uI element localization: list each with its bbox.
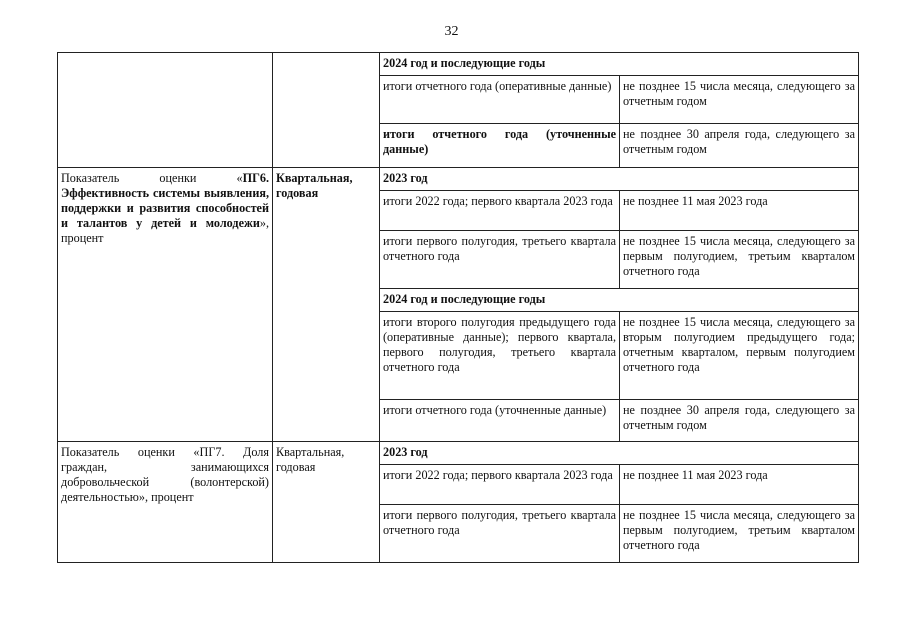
indicator-cell: Показатель оценки «ПГ7. Доля граждан, занимающихся добровольческой (волонтерской) деятельностью», процент	[58, 442, 273, 563]
deadline-cell: не позднее 15 числа месяца, следующего за отчетным годом	[620, 76, 859, 124]
reporting-period-cell: итоги второго полугодия предыдущего года (оперативные данные); первого квартала, первого полугодия, третьего квартала отчетного года	[380, 312, 620, 400]
period-header: 2023 год	[380, 168, 859, 191]
empty-frequency-cell	[273, 53, 380, 168]
frequency-cell: Квартальная, годовая	[273, 442, 380, 563]
reporting-period-cell: итоги отчетного года (уточненные данные)	[380, 124, 620, 168]
deadline-cell: не позднее 11 мая 2023 года	[620, 191, 859, 231]
indicator-suffix: », процент	[61, 216, 269, 245]
reporting-schedule-table	[57, 52, 859, 563]
period-header: 2023 год	[380, 442, 859, 465]
table-row	[58, 168, 859, 191]
table-row	[58, 53, 859, 76]
deadline-cell: не позднее 11 мая 2023 года	[620, 465, 859, 505]
indicator-prefix: Показатель оценки «	[61, 171, 243, 185]
deadline-cell: не позднее 15 числа месяца, следующего за первым полугодием, третьим кварталом отчетного года	[620, 505, 859, 563]
page-number: 32	[444, 24, 459, 39]
reporting-period-cell: итоги отчетного года (уточненные данные)	[380, 400, 620, 442]
indicator-cell	[58, 168, 273, 442]
frequency-cell: Квартальная, годовая	[273, 168, 380, 442]
period-header: 2024 год и последующие годы	[380, 53, 859, 76]
reporting-period-cell: итоги отчетного года (оперативные данные)	[380, 76, 620, 124]
reporting-period-cell: итоги первого полугодия, третьего квартала отчетного года	[380, 231, 620, 289]
deadline-cell: не позднее 30 апреля года, следующего за отчетным годом	[620, 124, 859, 168]
reporting-period-cell: итоги 2022 года; первого квартала 2023 года	[380, 465, 620, 505]
deadline-cell: не позднее 15 числа месяца, следующего за первым полугодием, третьим кварталом отчетного года	[620, 231, 859, 289]
empty-indicator-cell	[58, 53, 273, 168]
table-row	[58, 442, 859, 465]
reporting-period-cell: итоги 2022 года; первого квартала 2023 года	[380, 191, 620, 231]
deadline-cell: не позднее 15 числа месяца, следующего за вторым полугодием предыдущего года; отчетным кварталом, первым полугодием отчетного года	[620, 312, 859, 400]
reporting-period-cell: итоги первого полугодия, третьего квартала отчетного года	[380, 505, 620, 563]
indicator-name: ПГ6. Эффективность системы выявления, поддержки и развития способностей и талантов у детей и молодежи	[61, 171, 269, 230]
deadline-cell: не позднее 30 апреля года, следующего за отчетным годом	[620, 400, 859, 442]
period-header: 2024 год и последующие годы	[380, 289, 859, 312]
